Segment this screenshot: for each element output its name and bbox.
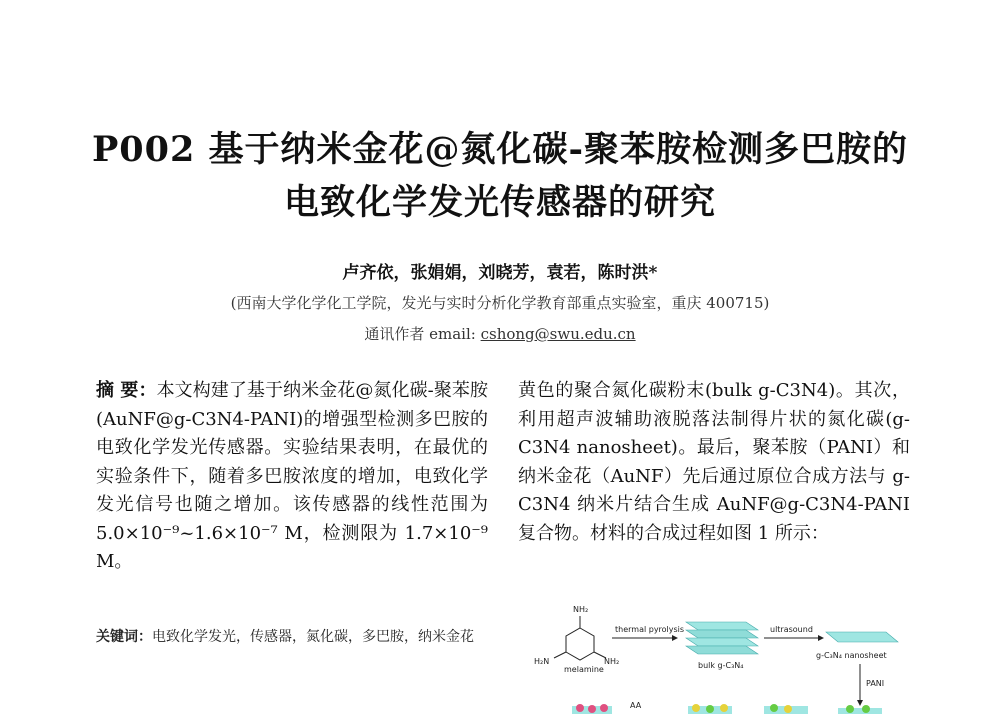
paper-title-line1: P002 基于纳米金花@氮化碳-聚苯胺检测多巴胺的 (91, 129, 909, 170)
ultrasound-label: ultrasound (770, 625, 813, 634)
arrowhead-ultrasound (818, 635, 824, 641)
abstract-block (96, 377, 488, 577)
contact-email-link[interactable]: cshong@swu.edu.cn (480, 325, 636, 343)
keywords-block (96, 624, 488, 650)
abstract-text: 本文构建了基于纳米金花@氮化碳-聚苯胺(AuNF@g-C3N4-PANI)的增强型检测多巴胺的电致化学发光传感器。实验结果表明，在最优的实验条件下，随着多巴胺浓度的增加，电致化学发光信号也随之增加。该传感器的线性范围为 5.0×10⁻⁹~1.6×10⁻⁷ M，检测限为 1.7×10⁻⁹ M。 (96, 380, 488, 572)
bottom-clusters (572, 704, 882, 714)
body-text-right: 黄色的聚合氮化碳粉末(bulk g-C3N4)。其次，利用超声波辅助液脱落法制得片状的氮化碳(g-C3N4 nanosheet)。最后，聚苯胺（PANI）和纳米金花（AuNF）先后通过原位合成方法与 g-C3N4 纳米片结合生成 AuNF@g-C3N4-PANI 复合物。材料的合成过程如图 1 所示： (518, 380, 910, 544)
paper-title-line2: 电致化学发光传感器的研究 (283, 182, 716, 223)
abstract-label: 摘 要： (96, 380, 157, 401)
melamine-structure (554, 616, 606, 660)
aa-label: AA (630, 701, 642, 710)
nh2-left-label: H₂N (534, 657, 550, 666)
thermal-pyrolysis-label: thermal pyrolysis (615, 625, 685, 634)
contact-line (0, 323, 1000, 344)
bulk-stack (686, 622, 758, 654)
nh2-right-label: NH₂ (604, 657, 620, 666)
arrowhead-thermal (672, 635, 678, 641)
affiliation: (西南大学化学化工学院，发光与实时分析化学教育部重点实验室，重庆 400715) (230, 294, 770, 312)
melamine-label: melamine (564, 665, 604, 674)
nanosheet-label: g-C₃N₄ nanosheet (816, 651, 887, 660)
nh2-top-label: NH₂ (573, 605, 589, 614)
bulk-label: bulk g-C₃N₄ (698, 661, 744, 670)
pani-label: PANI (866, 679, 885, 688)
contact-label: 通讯作者 email: (364, 325, 481, 343)
author-list: 卢齐依，张娟娟，刘晓芳，袁若，陈时洪* (342, 263, 658, 283)
keywords-text: 电致化学发光，传感器，氮化碳，多巴胺，纳米金花 (152, 629, 474, 645)
keywords-label: 关键词： (96, 629, 152, 645)
arrowhead-pani (857, 700, 863, 706)
nanosheet-shape (826, 632, 898, 642)
synthesis-figure (520, 594, 910, 714)
